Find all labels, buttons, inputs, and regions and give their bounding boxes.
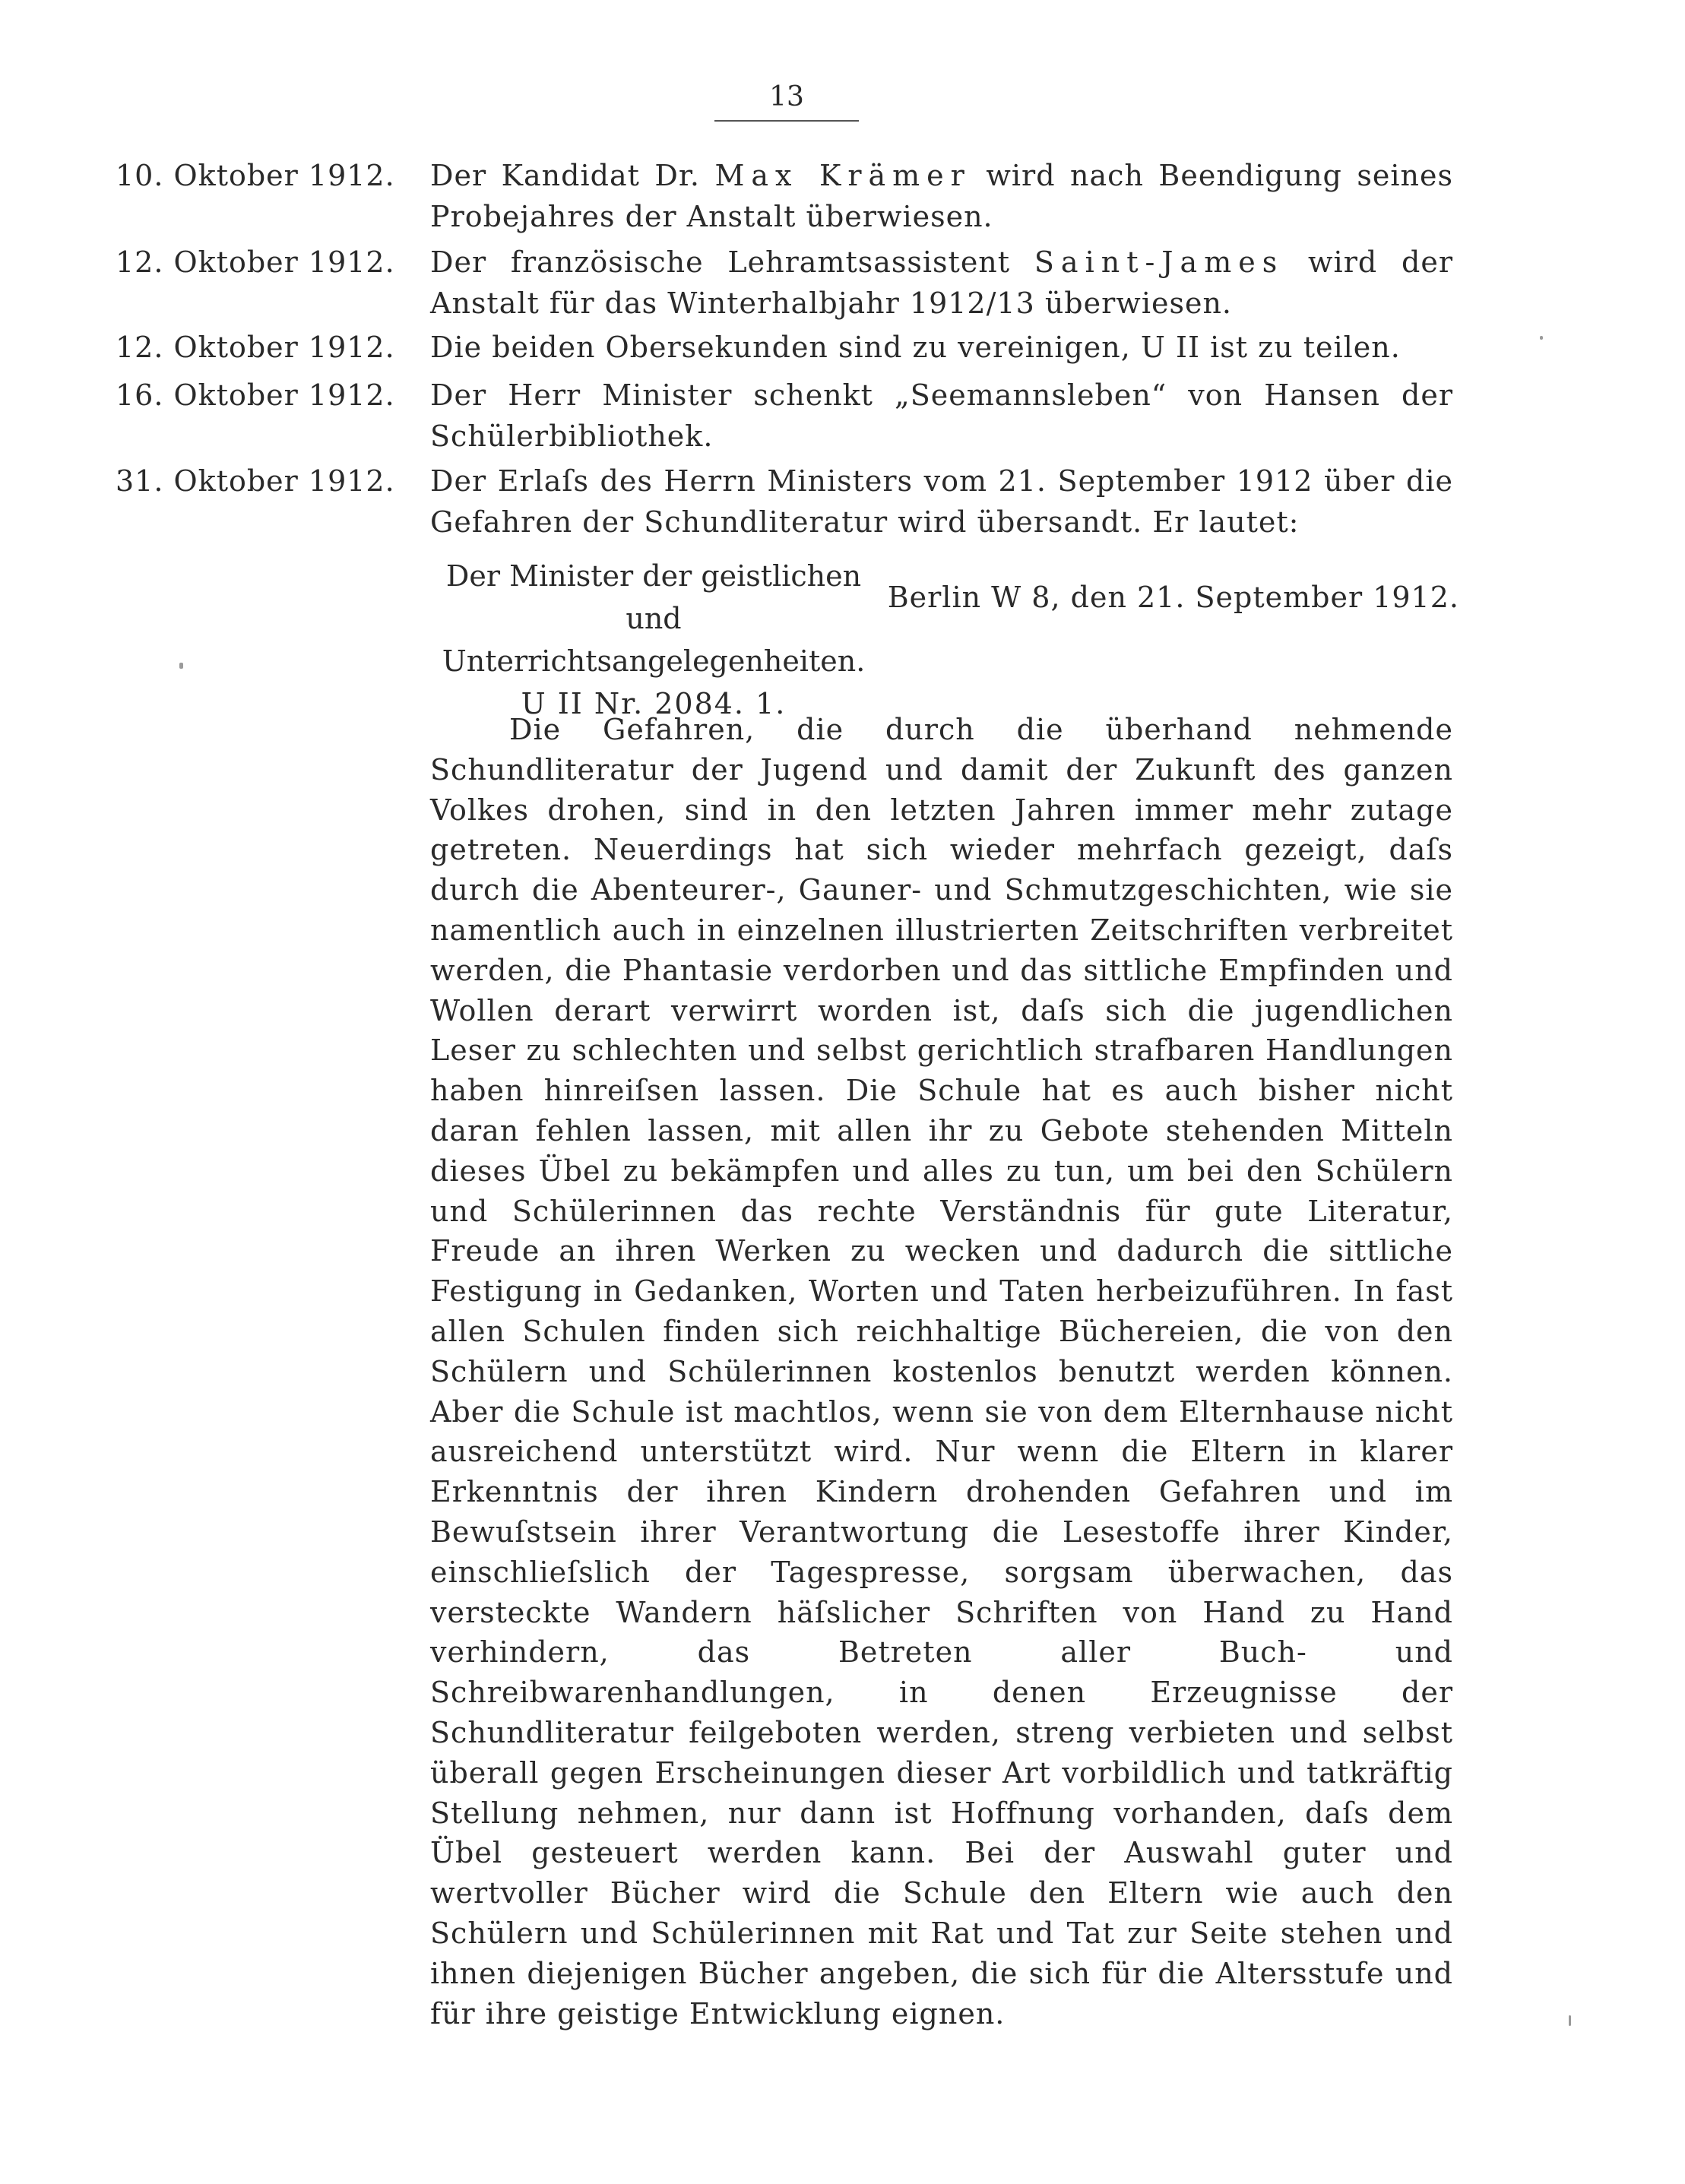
entry-text-part: wird nach Beendigung seines Probejahres der Anstalt überwiesen. [430, 159, 1453, 233]
entry-text-part: wird der Anstalt für das Winterhalbjahr 1912/13 überwiesen. [430, 245, 1454, 320]
page-number-rule [714, 120, 859, 122]
scan-speck [1569, 2015, 1571, 2026]
scan-speck [179, 663, 183, 669]
entry-text [430, 242, 1453, 324]
entry-text-part: Der Kandidat Dr. [430, 159, 715, 192]
entry-text: Der Herr Minister schenkt „Seemannsleben“ von Hansen der Schülerbibliothek. [430, 378, 1453, 453]
decree-letterhead [426, 555, 1459, 720]
entry-text: Die beiden Obersekunden sind zu vereinigen, U II ist zu teilen. [430, 331, 1401, 364]
decree-paragraph: Die Gefahren, die durch die überhand nehmende Schundliteratur der Jugend und damit der Zukunft des ganzen Volkes drohen, sind in den letzten Jahren immer mehr zutage getreten. Neuerdings hat sich wieder mehrfach gezeigt, daſs durch die Abenteurer-, Gauner- und Schmutzgeschichten, wie sie namentlich auch in einzelnen illustrierten Zeitschriften verbreitet werden, die Phantasie verdorben und das sittliche Empfinden und Wollen derart verwirrt worden ist, daſs sich die jugendlichen Leser zu schlechten und selbst gerichtlich strafbaren Handlungen haben hinreiſsen lassen. Die Schule hat es auch bisher nicht daran fehlen lassen, mit allen ihr zu Gebote stehenden Mitteln dieses Übel zu bekämpfen und alles zu tun, um bei den Schülern und Schülerinnen das rechte Verständnis für gute Literatur, Freude an ihren Werken zu wecken und dadurch die sittliche Festigung in Gedanken, Worten und Taten herbeizuführen. In fast allen Schulen finden sich reichhaltige Büchereien, die von den Schülern und Schülerinnen kostenlos benutzt werden können. Aber die Schule ist machtlos, wenn sie von dem Elternhause nicht ausreichend unterstützt wird. Nur wenn die Eltern in klarer Erkenntnis der ihren Kindern drohenden Gefahren und im Bewuſstsein ihrer Verantwortung die Lesestoffe ihrer Kinder, einschlieſslich der Tagespresse, sorgsam überwachen, das versteckte Wandern häſslicher Schriften von Hand zu Hand verhindern, das Betreten aller Buch- und Schreibwarenhandlungen, in denen Erzeugnisse der Schundliteratur feilgeboten werden, streng verbieten und selbst überall gegen Erscheinungen dieser Art vorbildlich und tatkräftig Stellung nehmen, nur dann ist Hoffnung vorhanden, daſs dem Übel gesteuert werden kann. Bei der Auswahl guter und wertvoller Bücher wird die Schule den Eltern wie auch den Schülern und Schülerinnen mit Rat und Tat zur Seite stehen und ihnen diejenigen Bücher angeben, die sich für die Altersstufe und für ihre geistige Entwicklung eignen. [430, 713, 1453, 2030]
entry-spaced-name: Saint-James [1034, 245, 1284, 279]
decree-reference: U II Nr. 2084. 1. [521, 687, 787, 720]
scan-speck [1540, 336, 1543, 340]
entry-date: 31. Oktober 1912. [116, 464, 395, 498]
page-number: 13 [769, 81, 804, 112]
entry-date: 12. Oktober 1912. [116, 331, 395, 364]
entry-text [430, 155, 1453, 237]
entry-date: 12. Oktober 1912. [116, 245, 395, 279]
entry-spaced-name: Max Krämer [714, 159, 971, 192]
sender-line: Der Minister der geistlichen und [445, 559, 862, 635]
entry-text: Der Erlaſs des Herrn Ministers vom 21. September 1912 über die Gefahren der Schundliteratur wird übersandt. Er lautet: [430, 464, 1453, 539]
decree-place-date: Berlin W 8, den 21. September 1912. [887, 581, 1459, 614]
entry-date: 10. Oktober 1912. [116, 159, 395, 192]
decree-body [430, 710, 1453, 2034]
decree-sender [426, 555, 882, 725]
sender-line: Unterrichtsangelegenheiten. [442, 644, 866, 678]
entry-date: 16. Oktober 1912. [116, 378, 395, 412]
entry-text-part: Der französische Lehramtsassistent [430, 245, 1034, 279]
